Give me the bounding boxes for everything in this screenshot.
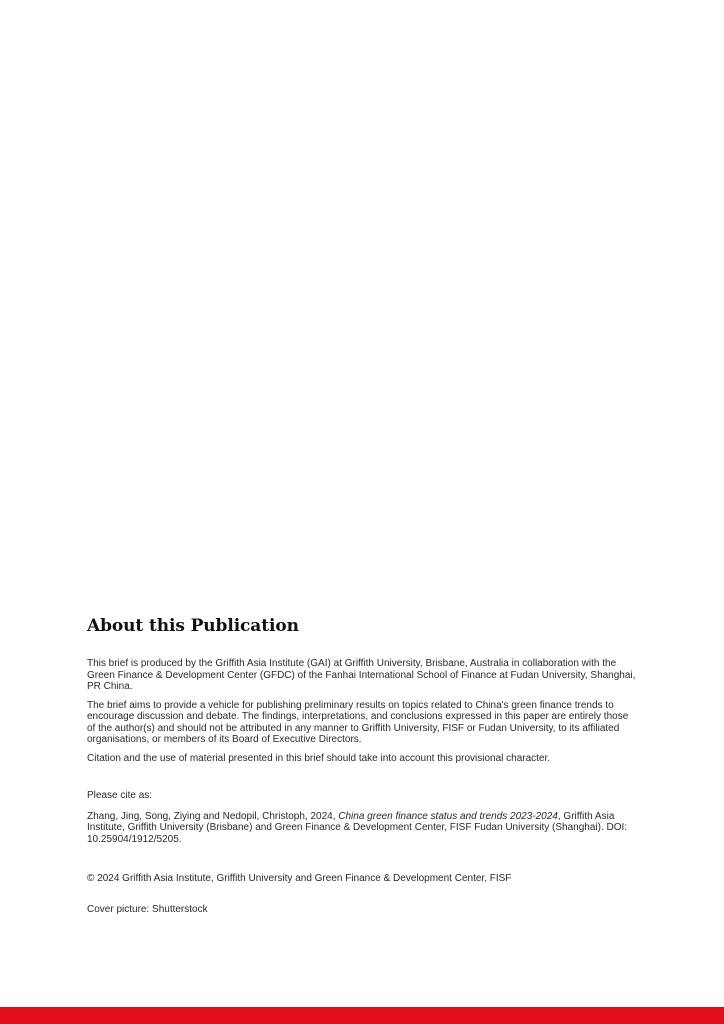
- cover-credit: Cover picture: Shutterstock: [87, 903, 208, 915]
- publication-info: [87, 616, 637, 915]
- citation-rest: , Griffith Asia Institute, Griffith University (Brisbane) and Green Finance & Development Center, FISF Fudan University (Shanghai). DOI: 10.25904/1912/5205.: [87, 810, 628, 845]
- cite-label: Please cite as:: [87, 790, 153, 801]
- copyright-notice: © 2024 Griffith Asia Institute, Griffith University and Green Finance & Development Center, FISF: [87, 873, 512, 884]
- citation-authors: Zhang, Jing, Song, Ziying and Nedopil, Christoph, 2024,: [87, 810, 339, 822]
- about-paragraph-3: Citation and the use of material presented in this brief should take into account this provisional character.: [87, 752, 551, 764]
- about-paragraph-1: This brief is produced by the Griffith Asia Institute (GAI) at Griffith University, Brisbane, Australia in collaboration with the Green Finance & Development Center (GFDC) of the Fanhai International School of Finance at Fudan University, Shanghai, PR China.: [87, 658, 636, 692]
- citation-text: [87, 811, 637, 846]
- about-heading: About this Publication: [87, 616, 299, 636]
- about-paragraph-2: The brief aims to provide a vehicle for publishing preliminary results on topics related to China's green finance trends to encourage discussion and debate. The findings, interpretations, and conclusions expressed in this paper are entirely those of the author(s) and should not be attributed in any manner to Griffith University, FISF or Fudan University, to its affiliated organisations, or members of its Board of Executive Directors.: [87, 699, 629, 745]
- citation-title: China green finance status and trends 2023-2024: [338, 810, 558, 822]
- footer-bar: [0, 1007, 724, 1024]
